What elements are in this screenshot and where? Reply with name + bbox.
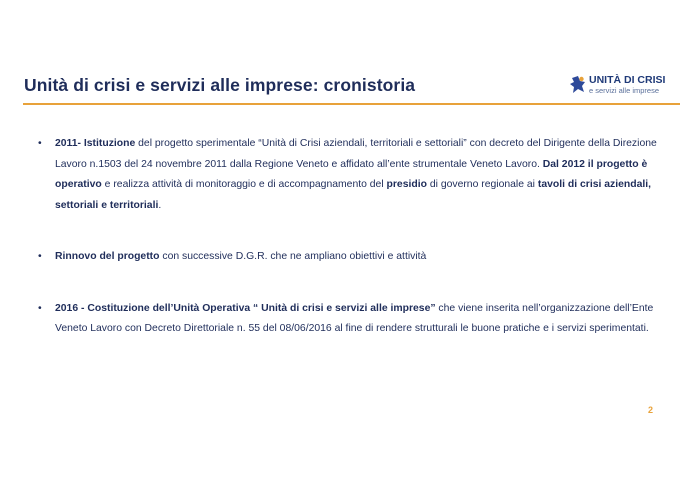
bullet-item	[38, 134, 658, 216]
logo-title: UNITÀ DI CRISI	[589, 74, 666, 86]
bullet-1-text: e realizza attività di monitoraggio e di accompagnamento del	[101, 179, 387, 190]
bullet-marker: •	[38, 302, 42, 314]
logo-mark-icon	[569, 76, 587, 96]
logo	[569, 73, 669, 99]
page-title: Unità di crisi e servizi alle imprese: cronistoria	[24, 75, 416, 95]
bullet-list	[38, 134, 658, 340]
header-divider	[23, 103, 680, 105]
bullet-item	[38, 247, 658, 268]
bullet-3-lead: 2016 - Costituzione dell’Unità Operativa “ Unità di crisi e servizi alle imprese”	[55, 302, 436, 314]
bullet-marker: •	[38, 138, 42, 149]
bullet-1-emphasis: Dal 2012 il progetto è operativo	[55, 158, 648, 190]
bullet-1-text: .	[158, 199, 162, 211]
bullet-1-text: del progetto sperimentale “Unità di Crisi aziendali, territoriali e settoriali” con decreto del Dirigente della Direzione Lavoro n.1503 del 24 novembre 2011 dalla Regione Veneto e affidato all’ente strumentale Veneto Lavoro.	[55, 138, 657, 170]
page-number: 2	[648, 405, 654, 415]
bullet-1-emphasis: tavoli di crisi aziendali, settoriali e territoriali	[55, 179, 652, 211]
bullet-1-emphasis: presidio	[386, 179, 427, 190]
bullet-2-lead: Rinnovo del progetto	[55, 251, 160, 262]
bullet-2-text: con successive D.G.R. che ne ampliano obiettivi e attività	[159, 251, 427, 262]
bullet-3-text: che viene inserita nell’organizzazione dell’Ente Veneto Lavoro con Decreto Direttoriale n. 55 del 08/06/2016 al fine di rendere strutturali le buone pratiche e i servizi sperimentati.	[55, 302, 654, 334]
bullet-marker: •	[38, 251, 42, 262]
bullet-1-text: di governo regionale ai	[426, 179, 538, 190]
bullet-item	[38, 299, 658, 340]
bullet-1-lead: 2011- Istituzione	[55, 138, 136, 149]
logo-subtitle: e servizi alle imprese	[589, 86, 660, 95]
